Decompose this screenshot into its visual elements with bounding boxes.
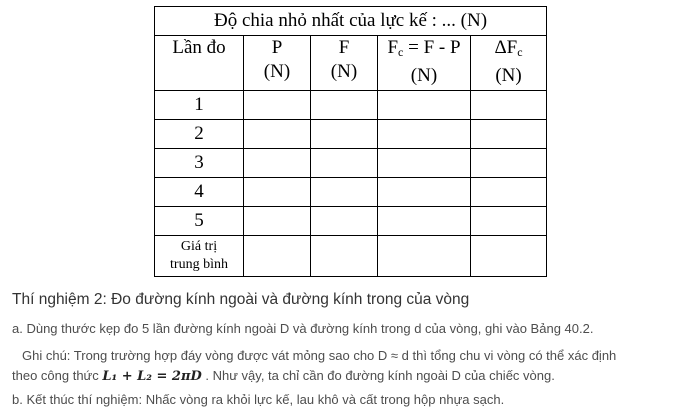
header-dfc [471,36,547,91]
measurement-table [154,6,547,277]
note-line-2-after: . Như vậy, ta chỉ cần đo đường kính ngoài D của chiếc vòng. [201,368,555,383]
cell-fc [378,178,471,207]
cell-f [311,207,378,236]
note-line-2 [12,368,555,384]
table-row [155,120,547,149]
cell-f [311,236,378,277]
header-fc-unit: (N) [410,65,438,86]
cell-f [311,178,378,207]
header-dfc-sub: c [517,45,523,59]
table-row [155,91,547,120]
average-label-line1: Giá trị [180,239,218,254]
cell-fc [378,236,471,277]
table-row [155,149,547,178]
cell-p [244,91,311,120]
cell-f [311,91,378,120]
cell-dfc [471,178,547,207]
row-number: 4 [155,178,244,207]
average-label [155,236,244,277]
step-b-text: b. Kết thúc thí nghiệm: Nhấc vòng ra khỏi lực kế, lau khô và cất trong hộp nhựa sạch. [12,392,505,407]
row-number: 2 [155,120,244,149]
header-f-unit: (N) [330,61,358,82]
cell-p [244,120,311,149]
header-p-label: P [271,37,283,58]
cell-dfc [471,236,547,277]
header-fc-rest: = F - P [403,37,461,58]
row-number: 5 [155,207,244,236]
cell-p [244,178,311,207]
header-fc-main: F [387,37,399,58]
experiment-heading: Thí nghiệm 2: Đo đường kính ngoài và đường kính trong của vòng [12,291,470,308]
cell-p [244,149,311,178]
cell-fc [378,207,471,236]
cell-dfc [471,120,547,149]
table-caption: Độ chia nhỏ nhất của lực kế : ... (N) [155,7,547,36]
table-row-average [155,236,547,277]
cell-fc [378,120,471,149]
average-label-line2: trung bình [170,257,228,272]
step-a-text: a. Dùng thước kẹp đo 5 lần đường kính ngoài D và đường kính trong d của vòng, ghi vào Bảng 40.2. [12,321,594,336]
cell-fc [378,149,471,178]
cell-dfc [471,91,547,120]
cell-dfc [471,149,547,178]
cell-fc [378,91,471,120]
formula: L₁ + L₂ = 2πD [102,369,202,384]
table-row [155,207,547,236]
cell-f [311,149,378,178]
row-number: 3 [155,149,244,178]
cell-dfc [471,207,547,236]
header-dfc-main: ΔF [494,37,518,58]
header-dfc-unit: (N) [495,65,522,86]
header-fc [378,36,471,91]
table-row [155,178,547,207]
note-line-2-before: theo công thức [12,368,103,383]
header-trial: Lần đo [155,36,244,91]
header-f [311,36,378,91]
cell-p [244,207,311,236]
header-p-unit: (N) [263,61,291,82]
header-fc-sub: c [398,45,404,59]
header-f-label: F [338,37,350,58]
header-p [244,36,311,91]
cell-p [244,236,311,277]
note-line-1: Ghi chú: Trong trường hợp đáy vòng được vát mỏng sao cho D ≈ d thì tổng chu vi vòng có thể xác định [22,348,617,363]
cell-f [311,120,378,149]
row-number: 1 [155,91,244,120]
